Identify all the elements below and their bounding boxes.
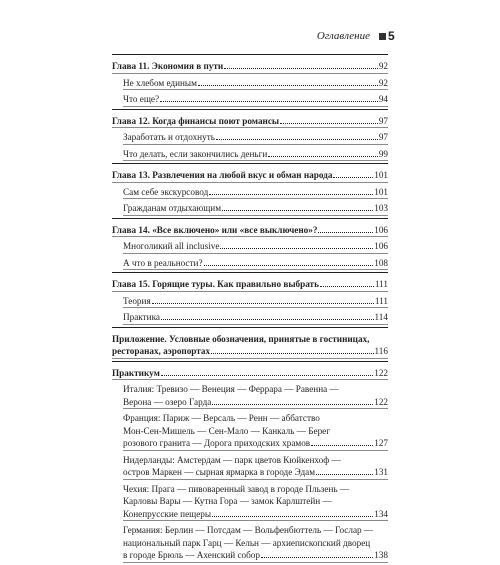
toc-appendix bbox=[112, 327, 388, 361]
toc-entry-page: 101 bbox=[374, 186, 388, 197]
toc-entry-title: Глава 13. Развлечения на любой вкус и обман народа bbox=[112, 170, 333, 180]
toc-entry-page: 111 bbox=[374, 279, 388, 289]
toc-entry-title: Сам себе экскурсовод bbox=[123, 186, 209, 197]
toc-entry[interactable] bbox=[123, 311, 388, 325]
toc-entry-title: Глава 12. Когда финансы поют романсы bbox=[112, 115, 280, 126]
toc-entry-page: 106 bbox=[374, 241, 388, 251]
toc-entry-title-line: Мон-Сен-Мишель — Сен-Мало — Канкаль — Берег bbox=[123, 425, 331, 436]
toc-entry-title-line: остров Маркен — сырная ярмарка в городе Эдам bbox=[123, 467, 316, 477]
page-number: 5 bbox=[388, 29, 395, 43]
toc-entry-title-line: Германия: Берлин — Потсдам — Вольфенбюттель — Гослар — bbox=[123, 525, 374, 535]
toc-entry-title: Глава 11. Экономия в пути bbox=[112, 61, 224, 71]
toc-entry-page: 134 bbox=[374, 508, 388, 519]
toc-entry-chapter[interactable] bbox=[112, 278, 388, 292]
toc-entry-page: 97 bbox=[378, 115, 388, 126]
toc-entry-title: Глава 15. Горящие туры. Как правильно выбрать bbox=[112, 279, 319, 289]
toc-entry-title-line: Франция: Париж — Версаль — Ренн — аббатство bbox=[123, 413, 320, 423]
toc-entry-title: Не хлебом единым bbox=[123, 77, 197, 88]
toc-entry-page: 108 bbox=[374, 257, 388, 268]
toc-entry-page: 101 bbox=[374, 170, 388, 180]
toc-practicum bbox=[112, 361, 388, 565]
toc-entry-france[interactable] bbox=[123, 412, 388, 451]
toc-entry[interactable] bbox=[123, 202, 388, 216]
toc-entry[interactable] bbox=[123, 295, 388, 309]
running-header bbox=[300, 30, 400, 42]
toc-entry-page: 92 bbox=[378, 77, 388, 88]
toc-entry-title-line: Верона — озеро Гарда bbox=[123, 396, 212, 407]
toc-entry-page: 97 bbox=[378, 132, 388, 142]
toc-entry-chapter[interactable] bbox=[112, 333, 388, 359]
toc-entry[interactable] bbox=[123, 257, 388, 271]
toc-entry-page: 99 bbox=[378, 148, 388, 159]
toc-entry-page: 111 bbox=[374, 295, 388, 306]
toc-entry-chapter[interactable] bbox=[112, 60, 388, 74]
toc-entry-page: 94 bbox=[378, 94, 388, 104]
toc-entry-title-line: Италия: Тревизо — Венеция — Феррара — Равенна — bbox=[123, 384, 339, 394]
toc-entry-chapter[interactable] bbox=[112, 367, 388, 381]
toc-entry[interactable] bbox=[123, 186, 388, 200]
toc-entry-title-line: Нидерланды: Амстердам — парк цветов Кюйкенхоф — bbox=[123, 454, 341, 465]
toc-entry-netherlands[interactable] bbox=[123, 454, 388, 480]
toc-entry-page: 138 bbox=[374, 550, 388, 560]
table-of-contents bbox=[112, 54, 388, 565]
toc-entry[interactable] bbox=[123, 93, 388, 107]
toc-entry-page: 116 bbox=[374, 346, 388, 356]
toc-chapter-15 bbox=[112, 272, 388, 327]
toc-entry-page: 106 bbox=[374, 224, 388, 235]
toc-entry-title-line: национальный парк Гарц — Кельн — архиепископский дворец bbox=[123, 537, 371, 548]
toc-entry[interactable] bbox=[123, 148, 388, 162]
toc-entry-page: 122 bbox=[374, 367, 388, 378]
toc-entry-title: Практикум bbox=[112, 367, 160, 378]
toc-entry-germany[interactable] bbox=[123, 524, 388, 563]
toc-entry[interactable] bbox=[123, 240, 388, 254]
toc-entry-italy[interactable] bbox=[123, 383, 388, 409]
toc-entry-title-line: в городе Брюль — Ахенский собор bbox=[123, 550, 260, 560]
toc-entry-title: А что в реальности? bbox=[123, 257, 203, 268]
toc-entry-title: Что еще? bbox=[123, 94, 160, 104]
square-bullet-icon bbox=[379, 33, 386, 40]
toc-entry-title: Многоликий all inclusive bbox=[123, 241, 220, 251]
toc-entry-title-line: Конепрусские пещеры bbox=[123, 508, 212, 519]
toc-chapter-13 bbox=[112, 163, 388, 218]
toc-entry-title-line: ресторанах, аэропортах bbox=[112, 346, 211, 356]
toc-entry-page: 92 bbox=[378, 61, 388, 71]
toc-entry-title: Заработать и отдохнуть bbox=[123, 132, 215, 142]
toc-entry-title: Что делать, если закончились деньги bbox=[123, 148, 268, 159]
toc-entry-title: Практика bbox=[123, 312, 160, 322]
toc-entry-title: Теория bbox=[123, 295, 151, 306]
toc-entry-chapter[interactable] bbox=[112, 224, 388, 238]
toc-entry[interactable] bbox=[123, 131, 388, 145]
toc-entry-title: Гражданам отдыхающим bbox=[123, 203, 222, 213]
toc-entry-title-line: Чехия: Прага — пивоваренный завод в городе Пльзень — bbox=[123, 483, 350, 494]
toc-entry-title: Глава 14. «Все включено» или «все выключено»? bbox=[112, 224, 318, 235]
toc-chapter-14 bbox=[112, 218, 388, 273]
toc-entry-page: 103 bbox=[374, 203, 388, 213]
toc-entry-title-line: Приложение. Условные обозначения, принятые в гостиницах, bbox=[112, 333, 370, 344]
toc-entry-title-line: розового гранита — Дорога приходских храмов bbox=[123, 438, 311, 448]
toc-entry-chapter[interactable] bbox=[112, 115, 388, 129]
toc-entry-chapter[interactable] bbox=[112, 169, 388, 183]
toc-entry[interactable] bbox=[123, 77, 388, 91]
toc-chapter-11 bbox=[112, 54, 388, 109]
section-title: Оглавление bbox=[316, 30, 370, 42]
toc-entry-page: 114 bbox=[374, 312, 388, 322]
toc-entry-czech[interactable] bbox=[123, 483, 388, 522]
toc-chapter-12 bbox=[112, 109, 388, 164]
toc-entry-page: 127 bbox=[374, 438, 388, 448]
toc-entry-title-line: Карловы Вары — Кутна Гора — замок Карлштейн — bbox=[123, 496, 332, 506]
toc-entry-page: 122 bbox=[374, 396, 388, 407]
toc-entry-page: 131 bbox=[374, 467, 388, 477]
